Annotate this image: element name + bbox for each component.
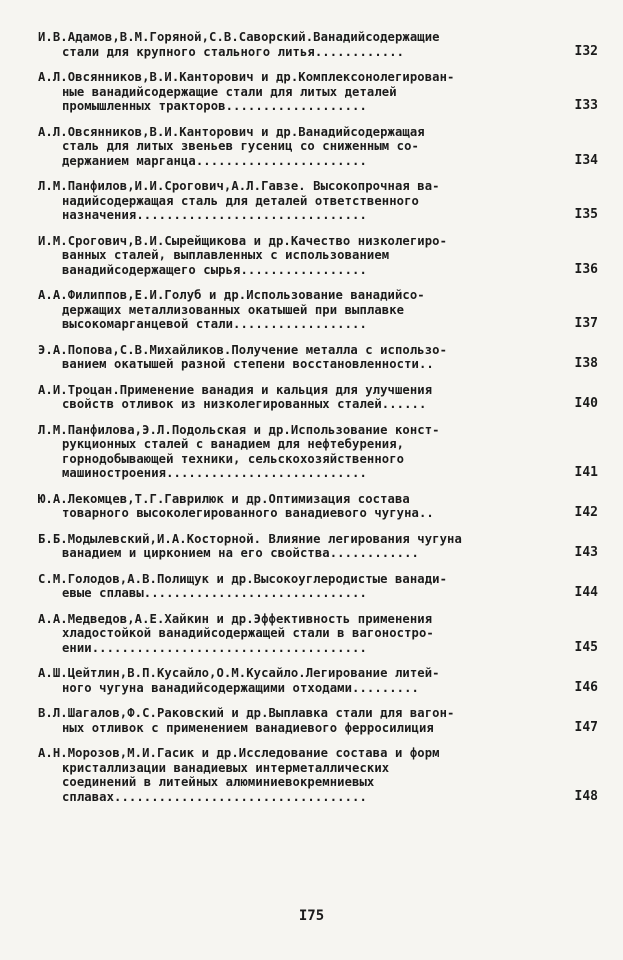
toc-entry bbox=[38, 179, 598, 223]
table-of-contents bbox=[38, 30, 598, 815]
toc-entry-line: А.Л.Овсянников,В.И.Канторович и др.Комплексонолегирован- bbox=[38, 70, 455, 84]
toc-entry-line: горнодобывающей техники, сельскохозяйственного bbox=[62, 451, 405, 466]
toc-entry-line: хладостойкой ванадийсодержащей стали в вагоностро- bbox=[62, 626, 434, 640]
toc-entry-line: А.Ш.Цейтлин,В.П.Кусайло,О.М.Кусайло.Легирование литей- bbox=[38, 666, 440, 680]
toc-entry-line: Б.Б.Модылевский,И.А.Косторной. Влияние легирования чугуна bbox=[38, 531, 462, 546]
toc-entry-page: I38 bbox=[574, 356, 598, 371]
toc-entry-line: ные ванадийсодержащие стали для литых деталей bbox=[62, 84, 397, 99]
page-number: I75 bbox=[298, 908, 325, 924]
toc-entry bbox=[38, 70, 598, 114]
toc-entry-line: А.А.Медведов,А.Е.Хайкин и др.Эффективность применения bbox=[38, 611, 433, 626]
toc-entry bbox=[38, 612, 598, 656]
toc-entry-text bbox=[38, 572, 552, 601]
toc-entry-line: И.В.Адамов,В.М.Горяной,С.В.Саворский.Ванадийсодержащие bbox=[38, 30, 440, 44]
toc-entry-page: I47 bbox=[574, 719, 598, 735]
toc-entry-line: ных отливок с применением ванадиевого ферросилиция bbox=[62, 720, 434, 735]
toc-entry-line: машиностроения........................... bbox=[62, 466, 367, 480]
toc-entry-line: ении..................................... bbox=[62, 640, 367, 655]
toc-entry-page: I32 bbox=[574, 43, 598, 59]
toc-entry-text bbox=[38, 125, 552, 169]
toc-entry-page: I44 bbox=[574, 585, 598, 600]
toc-entry-line: А.И.Троцан.Применение ванадия и кальция для улучшения bbox=[38, 382, 433, 397]
toc-entry bbox=[38, 343, 598, 372]
toc-entry-page: I37 bbox=[574, 316, 598, 331]
toc-entry-page: I46 bbox=[574, 679, 598, 695]
toc-entry-line: кристаллизации ванадиевых интерметаллических bbox=[62, 760, 390, 775]
toc-entry-line: ванием окатышей разной степени восстановленности.. bbox=[62, 357, 434, 371]
toc-entry-text bbox=[38, 492, 552, 521]
toc-entry-line: свойств отливок из низколегированных сталей...... bbox=[62, 397, 427, 411]
toc-entry-page: I41 bbox=[574, 465, 598, 480]
toc-entry-line: товарного высоколегированного ванадиевого чугуна.. bbox=[62, 506, 434, 520]
toc-entry bbox=[38, 423, 598, 481]
toc-entry-text bbox=[38, 706, 552, 735]
toc-entry-page: I35 bbox=[574, 207, 598, 222]
toc-entry bbox=[38, 234, 598, 278]
toc-entry-text bbox=[38, 746, 552, 804]
toc-entry bbox=[38, 666, 598, 695]
toc-entry-line: Э.А.Попова,С.В.Михайликов.Получение металла с использо- bbox=[38, 342, 448, 357]
toc-entry-line: И.М.Срогович,В.И.Сырейщикова и др.Качество низколегиро- bbox=[38, 233, 448, 248]
toc-entry-line: А.Н.Морозов,М.И.Гасик и др.Исследование состава и форм bbox=[38, 746, 440, 760]
toc-entry-line: соединений в литейных алюминиевокремниевых bbox=[62, 775, 375, 789]
toc-entry-page: I40 bbox=[574, 396, 598, 411]
toc-entry-text bbox=[38, 532, 552, 561]
toc-entry-line: евые сплавы.............................. bbox=[62, 586, 367, 600]
toc-entry bbox=[38, 746, 598, 804]
toc-entry-line: ванадийсодержащего сырья................. bbox=[62, 262, 367, 277]
toc-entry-text bbox=[38, 288, 552, 332]
toc-entry-page: I42 bbox=[574, 505, 598, 520]
toc-entry-line: высокомарганцевой стали.................. bbox=[62, 317, 367, 331]
toc-entry-page: I36 bbox=[574, 261, 598, 277]
toc-entry-line: ванадием и цирконием на его свойства............ bbox=[62, 546, 419, 560]
toc-entry bbox=[38, 383, 598, 412]
toc-entry-text bbox=[38, 234, 552, 278]
toc-entry-line: ванных сталей, выплавленных с использованием bbox=[62, 248, 390, 262]
toc-entry-text bbox=[38, 343, 552, 372]
toc-entry-text bbox=[38, 666, 552, 695]
toc-entry-text bbox=[38, 612, 552, 656]
toc-entry-line: С.М.Голодов,А.В.Полищук и др.Высокоуглеродистые ванади- bbox=[38, 571, 448, 586]
toc-entry bbox=[38, 532, 598, 561]
toc-entry-page: I48 bbox=[574, 788, 598, 804]
toc-entry-line: А.Л.Овсянников,В.И.Канторович и др.Ванадийсодержащая bbox=[38, 124, 425, 139]
toc-entry-line: стали для крупного стального литья............ bbox=[62, 44, 405, 59]
toc-entry bbox=[38, 572, 598, 601]
toc-entry-line: ного чугуна ванадийсодержащими отходами......... bbox=[62, 680, 419, 695]
toc-entry bbox=[38, 288, 598, 332]
toc-entry-line: надийсодержащая сталь для деталей ответственного bbox=[62, 193, 419, 208]
toc-entry-line: сталь для литых звеньев гусениц со сниженным со- bbox=[62, 139, 419, 153]
toc-entry-text bbox=[38, 383, 552, 412]
toc-entry-page: I45 bbox=[574, 639, 598, 655]
toc-entry-line: промышленных тракторов................... bbox=[62, 99, 367, 113]
toc-entry bbox=[38, 125, 598, 169]
toc-entry-line: Л.М.Панфилова,Э.Л.Подольская и др.Использование конст- bbox=[38, 422, 440, 437]
toc-entry-line: Ю.А.Лекомцев,Т.Г.Гаврилюк и др.Оптимизация состава bbox=[38, 491, 410, 506]
toc-entry-page: I33 bbox=[574, 98, 598, 113]
toc-entry bbox=[38, 492, 598, 521]
toc-entry-line: Л.М.Панфилов,И.И.Срогович,А.Л.Гавзе. Высокопрочная ва- bbox=[38, 179, 440, 193]
toc-entry-line: назначения............................... bbox=[62, 208, 367, 222]
toc-entry-text bbox=[38, 423, 552, 481]
toc-entry bbox=[38, 30, 598, 59]
toc-entry-line: В.Л.Шагалов,Ф.С.Раковский и др.Выплавка стали для вагон- bbox=[38, 706, 455, 720]
toc-entry-text bbox=[38, 30, 552, 59]
toc-entry-line: сплавах.................................. bbox=[62, 789, 367, 804]
toc-entry-text bbox=[38, 70, 552, 114]
toc-entry-line: А.А.Филиппов,Е.И.Голуб и др.Использование ванадийсо- bbox=[38, 288, 425, 302]
toc-entry bbox=[38, 706, 598, 735]
toc-entry-page: I43 bbox=[574, 545, 598, 560]
toc-entry-line: держащих металлизованных окатышей при выплавке bbox=[62, 302, 405, 317]
toc-entry-line: рукционных сталей с ванадием для нефтебурения, bbox=[62, 437, 405, 451]
toc-entry-page: I34 bbox=[574, 152, 598, 168]
toc-entry-line: держанием марганца....................... bbox=[62, 153, 367, 168]
toc-entry-text bbox=[38, 179, 552, 223]
